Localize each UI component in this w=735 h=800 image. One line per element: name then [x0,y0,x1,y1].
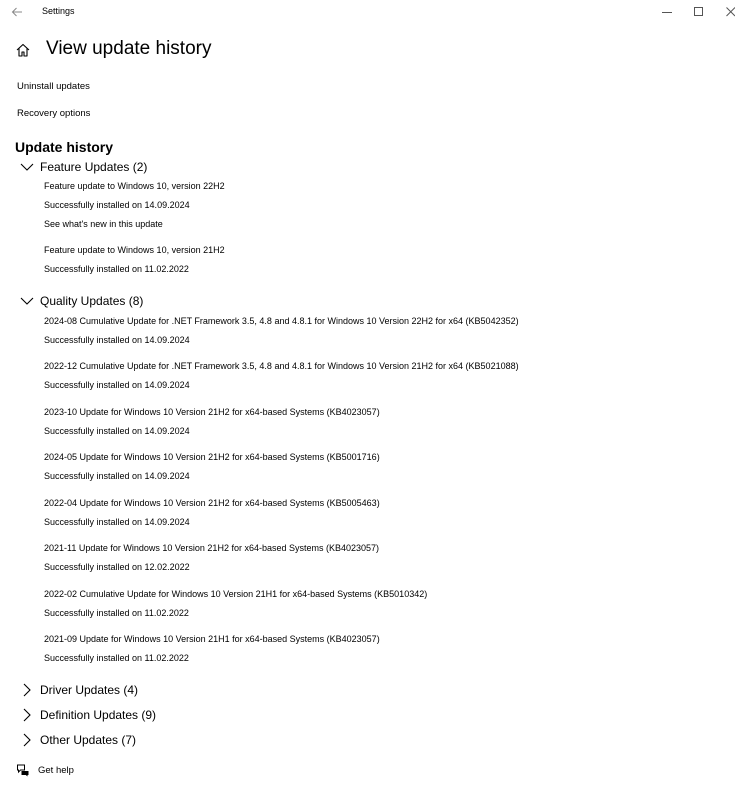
update-entry-name: Feature update to Windows 10, version 21H2 [44,245,225,255]
chevron-right-icon [20,733,34,747]
update-entry-status: Successfully installed on 14.09.2024 [44,380,190,390]
minimize-icon[interactable] [656,2,678,22]
feature-updates-group[interactable] [20,158,147,176]
driver-updates-label: Driver Updates (4) [40,683,139,697]
chevron-right-icon [20,683,34,697]
definition-updates-label: Definition Updates (9) [40,708,157,722]
title-bar [0,0,735,24]
update-entry-status: Successfully installed on 14.09.2024 [44,517,190,527]
update-history-heading: Update history [15,139,114,155]
chevron-down-icon [20,294,34,308]
update-entry-name: 2022-04 Update for Windows 10 Version 21H2 for x64-based Systems (KB5005463) [44,498,380,508]
get-help-link[interactable] [16,763,74,777]
maximize-icon[interactable] [688,2,710,22]
definition-updates-group[interactable] [20,706,156,724]
update-entry-status: Successfully installed on 11.02.2022 [44,653,189,663]
update-entry-name: 2024-08 Cumulative Update for .NET Framework 3.5, 4.8 and 4.8.1 for Windows 10 Version 22H2 for x64 (KB5042352) [44,316,519,326]
update-entry-name: 2021-09 Update for Windows 10 Version 21H1 for x64-based Systems (KB4023057) [44,634,380,644]
uninstall-updates-link[interactable]: Uninstall updates [17,81,90,92]
update-entry-status: Successfully installed on 12.02.2022 [44,562,190,572]
update-entry-status: Successfully installed on 14.09.2024 [44,335,190,345]
quality-updates-group[interactable] [20,292,143,310]
get-help-icon [16,763,30,777]
update-entry-name: 2022-12 Cumulative Update for .NET Framework 3.5, 4.8 and 4.8.1 for Windows 10 Version 21H2 for x64 (KB5021088) [44,361,519,371]
window-title: Settings [42,6,75,16]
other-updates-group[interactable] [20,731,136,749]
driver-updates-group[interactable] [20,681,138,699]
feature-updates-label: Feature Updates (2) [40,160,148,174]
whats-new-link[interactable]: See what's new in this update [44,219,163,229]
chevron-down-icon [20,160,34,174]
quality-updates-label: Quality Updates (8) [40,294,144,308]
recovery-options-link[interactable]: Recovery options [17,108,91,119]
home-icon[interactable] [15,42,31,58]
update-entry-status: Successfully installed on 11.02.2022 [44,608,189,618]
chevron-right-icon [20,708,34,722]
update-entry-status: Successfully installed on 14.09.2024 [44,471,190,481]
page-title: View update history [46,38,212,59]
update-entry-status: Successfully installed on 14.09.2024 [44,200,190,210]
close-icon[interactable] [720,2,735,22]
other-updates-label: Other Updates (7) [40,733,137,747]
back-arrow-icon[interactable] [8,3,26,21]
page-header [0,36,735,66]
update-entry-status: Successfully installed on 11.02.2022 [44,264,189,274]
update-entry-name: 2021-11 Update for Windows 10 Version 21H2 for x64-based Systems (KB4023057) [44,543,380,553]
get-help-label: Get help [38,764,74,776]
update-entry-name: 2022-02 Cumulative Update for Windows 10 Version 21H1 for x64-based Systems (KB5010342) [44,589,428,599]
update-entry-name: Feature update to Windows 10, version 22H2 [44,181,225,191]
update-entry-name: 2024-05 Update for Windows 10 Version 21H2 for x64-based Systems (KB5001716) [44,452,380,462]
update-entry-name: 2023-10 Update for Windows 10 Version 21H2 for x64-based Systems (KB4023057) [44,407,380,417]
update-entry-status: Successfully installed on 14.09.2024 [44,426,190,436]
